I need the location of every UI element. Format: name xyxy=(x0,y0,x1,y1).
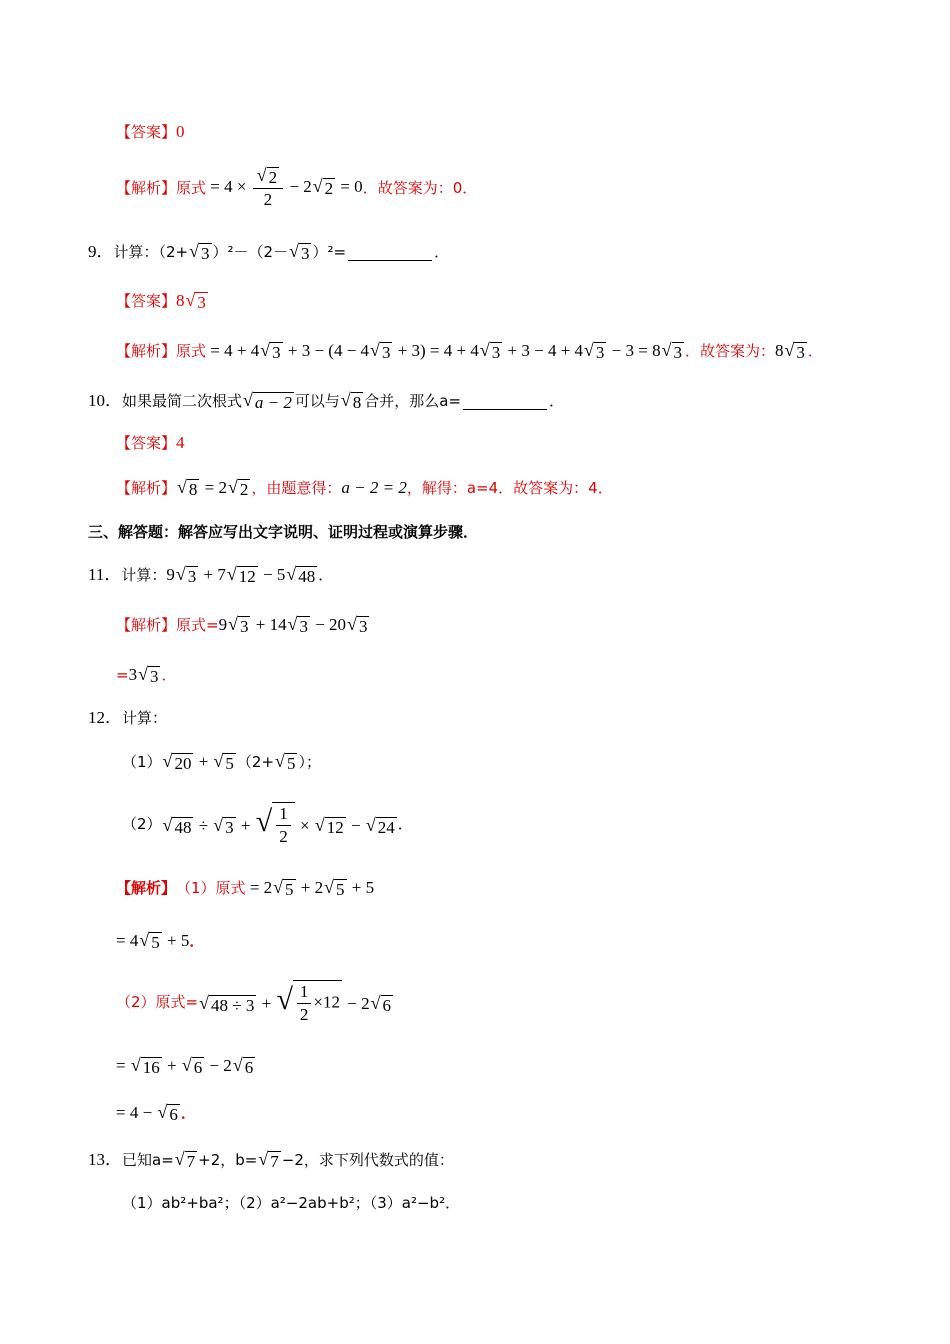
q10-answer xyxy=(116,431,185,455)
analysis-conclusion: ．故答案为：0． xyxy=(362,179,478,197)
q12-question xyxy=(88,706,167,730)
question-text: 计算： xyxy=(122,709,168,727)
analysis-conclusion: ．故答案为： xyxy=(685,342,776,360)
answer-value: 8 xyxy=(176,291,185,310)
question-text: 已知a= xyxy=(122,1151,174,1169)
q12-analysis-2-step xyxy=(116,1054,256,1078)
q9-analysis: 【解析】 原式 = 4 + 4 √ 3 + 3 − (4 − 4 √ 3 + 3) = 4 + 4 √ 3 + 3 − 4 + 4 √ 3 − 3 = 8 √ 3 ．故答案为： 8 √ 3 ． xyxy=(116,339,823,362)
answer-value: 4 xyxy=(176,433,185,452)
q12-analysis-2: （2）原式= √ 48 ÷ 3 + √ $\frac{1}{2}$ ×12 − 2 √ 6 xyxy=(116,978,394,1026)
analysis-label: 【解析】 xyxy=(116,879,177,897)
question-text: 计算： xyxy=(121,566,167,584)
q11-step2: = 3 √ 3 ． xyxy=(116,664,177,686)
analysis-label: 【解析】 xyxy=(116,616,177,634)
question-number: 10． xyxy=(88,391,122,410)
q12-part1: （1） √ 20 + √ 5 （2+ √ 5 ）； xyxy=(122,750,321,773)
fraction: √ 2 2 xyxy=(253,165,283,211)
q9-answer: 【答案】 8 √ 3 xyxy=(116,289,206,312)
q8-analysis xyxy=(116,164,477,212)
q8-answer xyxy=(116,120,185,144)
question-text: 计算：（2+ xyxy=(113,243,189,261)
question-number: 9． xyxy=(88,242,114,261)
q11-analysis: 【解析】 原式= 9 √ 3 + 14 √ 3 − 20 √ 3 xyxy=(116,613,370,637)
answer-blank xyxy=(463,393,547,410)
q12-analysis-1: 【解析】 （1）原式 = 2 √ 5 + 2 √ 5 + 5 xyxy=(116,877,375,899)
q9-question: 9． 计算：（2+ √ 3 ）²－（2－ √ 3 ）²= ． xyxy=(88,240,450,263)
q12-part2: （2） √ 48 ÷ √ 3 + √ $\frac{1}{2}$ × √ 12 − √ 24 ． xyxy=(122,800,413,848)
q11-question: 11． 计算： 9 √ 3 + 7 √ 12 − 5 √ 48 ． xyxy=(88,564,334,586)
expression: 9 √ 3 + 7 √ 12 − 5 √ 48 xyxy=(166,564,316,586)
equation: √ 8 = 2 √ 2 xyxy=(177,477,249,499)
equation: = √ 16 + √ 6 − 2 √ 6 xyxy=(116,1055,254,1077)
expression: √ 48 ÷ √ 3 + √ $\frac{1}{2}$ × √ 12 − √ 24 xyxy=(162,804,395,846)
answer-blank xyxy=(348,244,432,261)
question-number: 13． xyxy=(88,1150,122,1169)
equation: = 4 √ 5 + 5 xyxy=(116,930,190,952)
question-number: 12． xyxy=(88,708,122,727)
equation: 9 √ 3 + 14 √ 3 − 20 √ 3 xyxy=(218,614,368,636)
q12-analysis-1-step: = 4 √ 5 + 5 ． xyxy=(116,930,205,952)
analysis-label: 【解析】 xyxy=(116,179,177,197)
equation: √ 48 ÷ 3 + √ $\frac{1}{2}$ ×12 − 2 √ 6 xyxy=(199,982,391,1024)
expression: √ 20 + √ 5 xyxy=(162,751,234,773)
analysis-label: 【解析】 xyxy=(116,342,177,360)
question-text: 如果最简二次根式 xyxy=(122,392,243,410)
analysis-prefix: 原式 xyxy=(176,179,207,197)
question-number: 11． xyxy=(88,565,122,584)
equation: = 2 √ 5 + 2 √ 5 + 5 xyxy=(245,877,375,899)
equation: = 4 − √ 6 xyxy=(116,1102,178,1124)
q12-analysis-2-final: = 4 − √ 6 ． xyxy=(116,1102,196,1124)
q10-question: 10． 如果最简二次根式 √ a − 2 可以与 √ 8 合并，那么a= ． xyxy=(88,389,565,412)
answer-label: 【答案】 xyxy=(116,292,177,310)
answer-label: 【答案】 xyxy=(116,123,177,141)
equation: = 4 × √ 2 2 − 2 √ 2 = 0 xyxy=(206,165,363,209)
analysis-label: 【解析】 xyxy=(116,479,177,497)
equation: = 4 + 4 √ 3 + 3 − (4 − 4 √ 3 + 3) = 4 + 4 √ 3 + 3 − 4 + 4 √ 3 − 3 = 8 √ 3 xyxy=(206,340,682,362)
q13-question: 13． 已知a= √ 7 +2，b= √ 7 −2，求下列代数式的值： xyxy=(88,1148,454,1171)
answer-label: 【答案】 xyxy=(116,434,177,452)
analysis-prefix: 原式 xyxy=(176,342,207,360)
answer-value: 0 xyxy=(176,122,185,141)
equation: 3 √ 3 xyxy=(128,664,159,686)
q10-analysis: 【解析】 √ 8 = 2 √ 2 ，由题意得： a − 2 = 2 ，解得：a=4．故答案为：4． xyxy=(116,477,613,499)
q13-parts: （1）ab²+ba²；（2）a²−2ab+b²；（3）a²−b²． xyxy=(122,1194,461,1212)
section-heading: 三、解答题：解答应写出文字说明、证明过程或演算步骤． xyxy=(88,523,479,541)
